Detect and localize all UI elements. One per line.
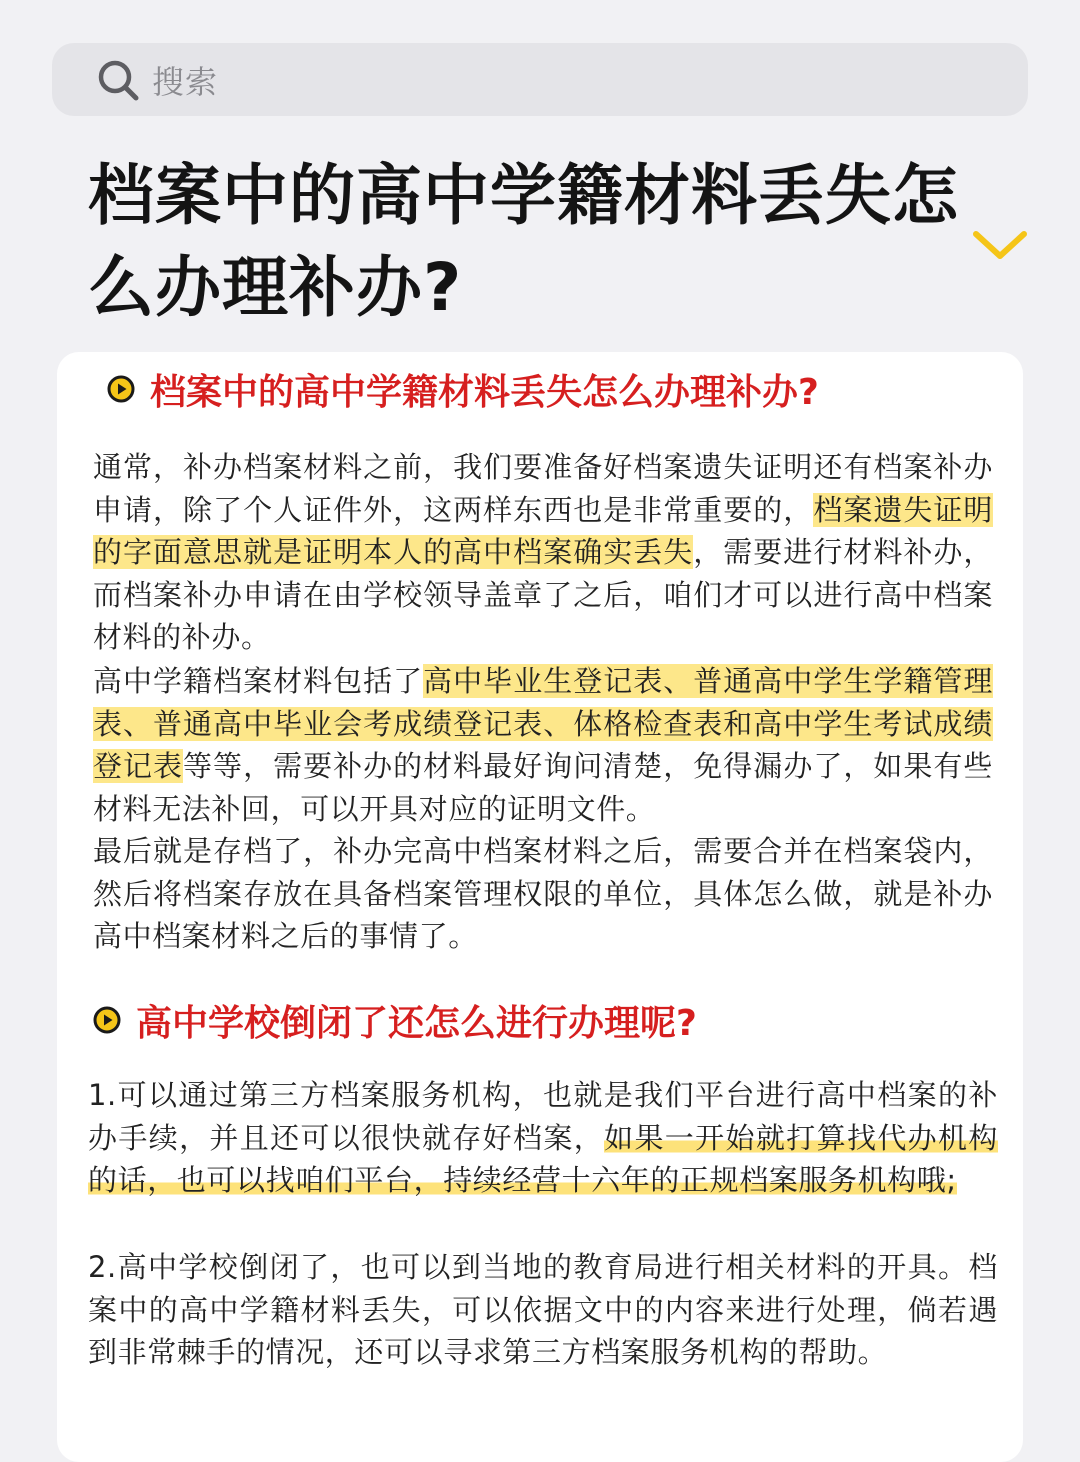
highlighted-text: 档案遗失证明的字面意思就是证明本人的高中档案确实丢失	[93, 492, 993, 569]
paragraph-text: 高中学籍档案材料包括了	[93, 664, 424, 698]
section-heading-text: 档案中的高中学籍材料丢失怎么办理补办?	[150, 371, 819, 413]
play-circle-icon	[106, 374, 136, 404]
paragraph-text: 等等，需要补办的材料最好询问清楚，免得漏办了，如果有些材料无法补回，可以开具对应的证明文件。	[93, 749, 993, 826]
section-heading-1	[106, 364, 819, 414]
paragraph-text: 1.可以通过第三方档案服务机构，也就是我们平台进行高中档案的补办手续，并且还可以很快就存好档案，	[88, 1078, 998, 1155]
paragraph-text: ，需要进行材料补办，而档案补办申请在由学校领导盖章了之后，咱们才可以进行高中档案材料的补办。	[93, 535, 993, 654]
search-icon	[96, 58, 140, 102]
paragraph-text: 通常，补办档案材料之前，我们要准备好档案遗失证明还有档案补办申请，除了个人证件外，这两样东西也是非常重要的，	[93, 450, 993, 527]
page-title: 档案中的高中学籍材料丢失怎么办理补办?	[88, 157, 959, 326]
search-input[interactable]: 搜索	[152, 62, 219, 101]
play-circle-icon	[92, 1005, 122, 1035]
paragraph-5: 2.高中学校倒闭了，也可以到当地的教育局进行相关材料的开具。档案中的高中学籍材料丢失，可以依据文中的内容来进行处理，倘若遇到非常棘手的情况，还可以寻求第三方档案服务机构的帮助。	[88, 1250, 998, 1369]
paragraph-4	[88, 1074, 998, 1202]
highlighted-text: 高中毕业生登记表、普通高中学生学籍管理表、普通高中毕业会考成绩登记表、体格检查表和高中学生考试成绩登记表	[93, 664, 993, 783]
paragraph-1	[93, 446, 993, 659]
search-bar[interactable]	[52, 43, 1028, 116]
highlighted-text: 如果一开始就打算找代办机构的话，也可以找咱们平台，持续经营十六年的正规档案服务机构哦;	[88, 1120, 998, 1197]
paragraph-2	[93, 660, 993, 830]
section-heading-text: 高中学校倒闭了还怎么进行办理呢?	[136, 1002, 697, 1044]
expand-button[interactable]	[972, 226, 1028, 266]
chevron-down-icon	[972, 226, 1028, 266]
section-heading-2	[92, 995, 697, 1045]
paragraph-3: 最后就是存档了，补办完高中档案材料之后，需要合并在档案袋内，然后将档案存放在具备档案管理权限的单位，具体怎么做，就是补办高中档案材料之后的事情了。	[93, 834, 993, 953]
